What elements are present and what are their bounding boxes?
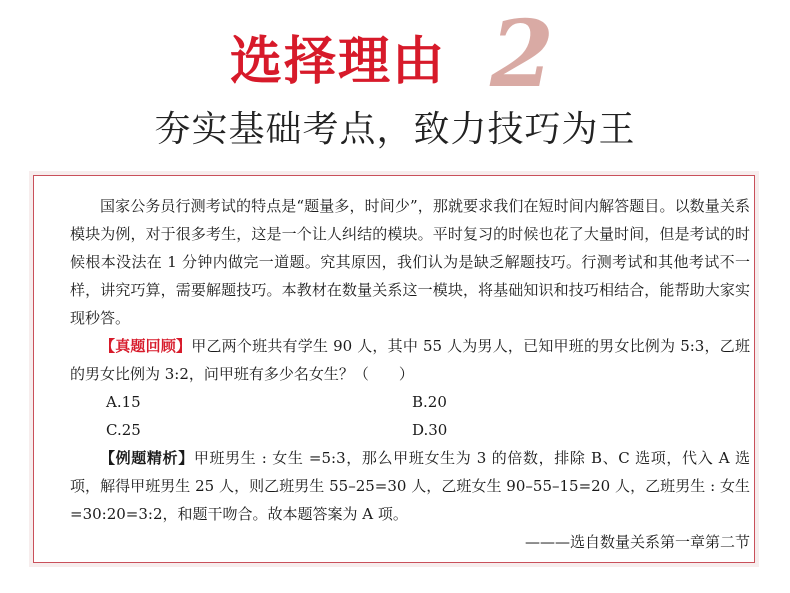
question-tag: 【真题回顾】	[100, 337, 192, 355]
intro-paragraph: 国家公务员行测考试的特点是“题量多，时间少”，那就要求我们在短时间内解答题目。以数量关系模块为例，对于很多考生，这是一个让人纠结的模块。平时复习的时候也花了大量时间，但是考试的时候根本没法在 1 分钟内做完一道题。究其原因，我们认为是缺乏解题技巧。行测考试和其他考试不一样，讲究巧算，需要解题技巧。本教材在数量关系这一模块，将基础知识和技巧相结合，能帮助大家实现秒答。	[70, 197, 750, 327]
option-c: C.25	[106, 421, 141, 439]
option-a: A.15	[106, 393, 141, 411]
analysis-text: 甲班男生 : 女生 =5:3，那么甲班女生为 3 的倍数，排除 B、C 选项，代入 A 选项，解得甲班男生 25 人，则乙班男生 55–25=30 人，乙班女生 90–55–15=20 人，乙班男生 : 女生 =30:20=3:2，和题干吻合。故本题答案为 A 项。	[70, 449, 750, 523]
analysis-tag: 【例题精析】	[100, 449, 194, 467]
header	[0, 0, 790, 170]
option-d: D.30	[412, 421, 448, 439]
option-b: B.20	[412, 393, 447, 411]
question-text: 甲乙两个班共有学生 90 人，其中 55 人为男人，已知甲班的男女比例为 5:3，乙班的男女比例为 3:2，问甲班有多少名女生？（ ）	[70, 337, 750, 383]
question-paragraph	[70, 332, 750, 388]
source-citation: ———选自数量关系第一章第二节	[524, 533, 750, 551]
page-subtitle: 夯实基础考点，致力技巧为王	[154, 109, 636, 150]
answer-options	[70, 388, 750, 444]
card-content	[70, 192, 750, 556]
page-title: 选择理由	[230, 32, 447, 92]
analysis-paragraph	[70, 444, 750, 528]
title-number: 2	[490, 0, 555, 108]
example-card	[33, 175, 755, 563]
